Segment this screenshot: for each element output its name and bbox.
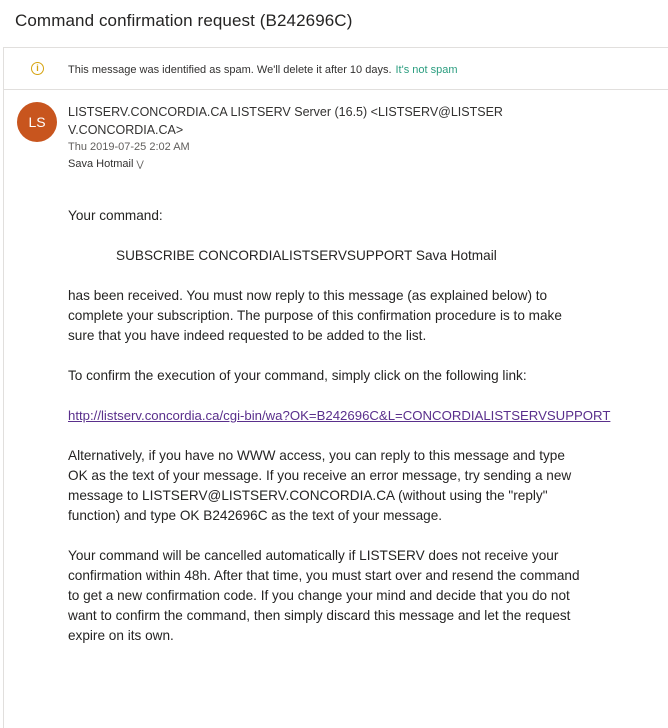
message-body: [68, 206, 668, 666]
email-subject: Command confirmation request (B242696C): [15, 11, 353, 30]
body-alternative: Alternatively, if you have no WWW access, you can reply to this message and type OK as the text of your message. If you receive an error message, try sending a new message to LISTSERV@LISTSERV.CONCORDIA.CA (without using the "reply" function) and type OK B242696C as the text of your message.: [68, 448, 572, 523]
message-card: [3, 47, 668, 728]
chevron-down-icon[interactable]: ⋁: [136, 159, 144, 169]
not-spam-link[interactable]: It's not spam: [395, 64, 458, 76]
body-cancel-notice: Your command will be cancelled automatically if LISTSERV does not receive your confirmation within 48h. After that time, you must start over and resend the command to get a new confirmation code. If you change your mind and decide that you do not want to confirm the command, then simply discard this message and let the request expire on its own.: [68, 548, 580, 643]
spam-notice: [68, 64, 458, 76]
confirmation-link[interactable]: http://listserv.concordia.ca/cgi-bin/wa?OK=B242696C&L=CONCORDIALISTSERVSUPPORT: [68, 408, 611, 423]
recipient-name[interactable]: Sava Hotmail: [68, 158, 134, 170]
sender-address[interactable]: LISTSERV.CONCORDIA.CA LISTSERV Server (16.5) <LISTSERV@LISTSERV.CONCORDIA.CA>: [68, 105, 503, 137]
warning-circle-icon: i: [31, 62, 44, 75]
body-intro: Your command:: [68, 208, 163, 223]
spam-notice-bar: [4, 48, 668, 90]
body-link-wrap: [68, 406, 668, 426]
body-received: has been received. You must now reply to this message (as explained below) to complete your subscription. The purpose of this confirmation procedure is to make sure that you have indeed requested to be added to the list.: [68, 288, 562, 343]
sent-date: Thu 2019-07-25 2:02 AM: [68, 141, 190, 153]
recipient-line[interactable]: [68, 158, 144, 170]
avatar[interactable]: LS: [17, 102, 57, 142]
body-command: SUBSCRIBE CONCORDIALISTSERVSUPPORT Sava Hotmail: [116, 248, 497, 263]
body-confirm-instructions: To confirm the execution of your command, simply click on the following link:: [68, 368, 527, 383]
spam-notice-text: This message was identified as spam. We'll delete it after 10 days.: [68, 64, 392, 76]
